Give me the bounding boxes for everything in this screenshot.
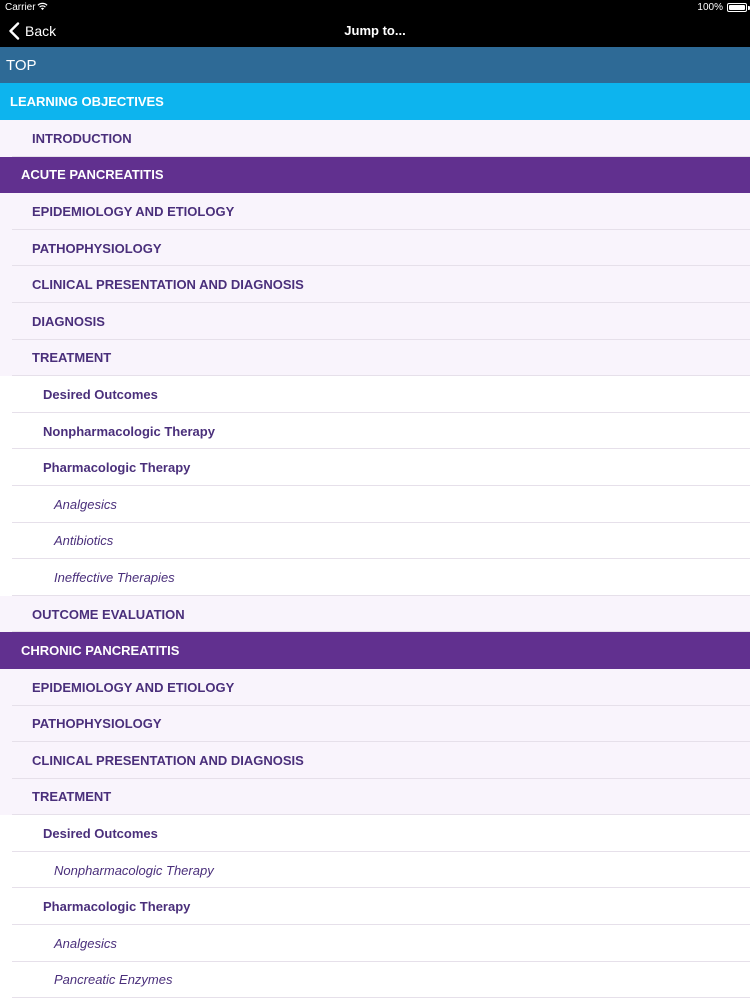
toc-item[interactable]: TREATMENT xyxy=(0,340,750,377)
navigation-bar xyxy=(0,15,750,47)
toc-item[interactable]: CHRONIC PANCREATITIS xyxy=(0,632,750,669)
table-of-contents xyxy=(0,47,750,998)
toc-item[interactable]: Nonpharmacologic Therapy xyxy=(0,413,750,450)
toc-item[interactable]: Analgesics xyxy=(0,486,750,523)
battery-percentage: 100% xyxy=(697,2,723,13)
toc-item[interactable]: OUTCOME EVALUATION xyxy=(0,596,750,633)
toc-item[interactable]: DIAGNOSIS xyxy=(0,303,750,340)
toc-item[interactable]: PATHOPHYSIOLOGY xyxy=(0,706,750,743)
toc-item[interactable]: LEARNING OBJECTIVES xyxy=(0,83,750,120)
toc-item[interactable]: Pharmacologic Therapy xyxy=(0,449,750,486)
battery-icon xyxy=(727,3,747,12)
status-bar xyxy=(0,0,750,15)
toc-item[interactable]: CLINICAL PRESENTATION AND DIAGNOSIS xyxy=(0,266,750,303)
toc-item[interactable]: ACUTE PANCREATITIS xyxy=(0,157,750,194)
toc-item[interactable]: Desired Outcomes xyxy=(0,815,750,852)
toc-item[interactable]: EPIDEMIOLOGY AND ETIOLOGY xyxy=(0,669,750,706)
toc-item[interactable]: PATHOPHYSIOLOGY xyxy=(0,230,750,267)
toc-item[interactable]: Analgesics xyxy=(0,925,750,962)
toc-item[interactable]: Pancreatic Enzymes xyxy=(0,962,750,999)
toc-item[interactable]: EPIDEMIOLOGY AND ETIOLOGY xyxy=(0,193,750,230)
wifi-icon xyxy=(37,2,48,11)
carrier-label: Carrier xyxy=(5,2,36,13)
toc-item[interactable]: Pharmacologic Therapy xyxy=(0,888,750,925)
page-title: Jump to... xyxy=(344,23,406,38)
toc-item[interactable]: Ineffective Therapies xyxy=(0,559,750,596)
toc-item[interactable]: TREATMENT xyxy=(0,779,750,816)
toc-item[interactable]: Antibiotics xyxy=(0,523,750,560)
back-label: Back xyxy=(25,23,57,39)
toc-item[interactable]: CLINICAL PRESENTATION AND DIAGNOSIS xyxy=(0,742,750,779)
toc-item[interactable]: TOP xyxy=(0,47,750,83)
toc-item[interactable]: Nonpharmacologic Therapy xyxy=(0,852,750,889)
toc-item[interactable]: Desired Outcomes xyxy=(0,376,750,413)
toc-item[interactable]: INTRODUCTION xyxy=(0,120,750,157)
